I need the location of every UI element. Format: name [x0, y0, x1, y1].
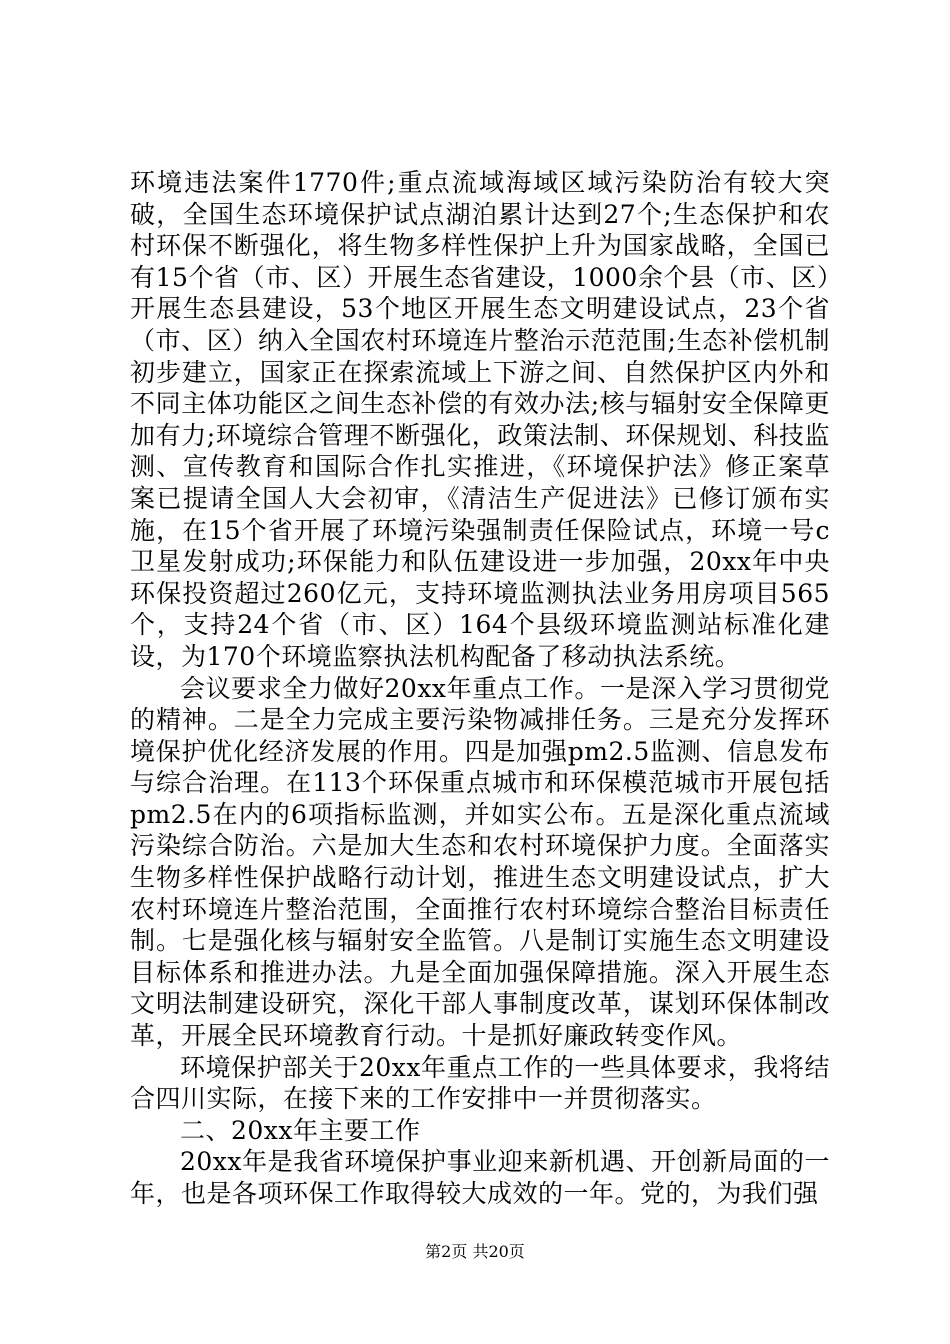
paragraph-main-work: 20xx年是我省环境保护事业迎来新机遇、开创新局面的一年，也是各项环保工作取得较大成效的一年。党的，为我们强: [130, 1147, 830, 1208]
paragraph-implementation: 环境保护部关于20xx年重点工作的一些具体要求，我将结合四川实际，在接下来的工作安排中一并贯彻落实。: [130, 1052, 830, 1114]
paragraph-key-tasks: 会议要求全力做好20xx年重点工作。一是深入学习贯彻党的精神。二是全力完成主要污染物减排任务。三是充分发挥环境保护优化经济发展的作用。四是加强pm2.5监测、信息发布与综合治理。在113个环保重点城市和环保模范城市开展包括pm2.5在内的6项指标监测，并如实公布。五是深化重点流域污染综合防治。六是加大生态和农村环境保护力度。全面落实生物多样性保护战略行动计划，推进生态文明建设试点，扩大农村环境连片整治范围，全面推行农村环境综合整治目标责任制。七是强化核与辐射安全监管。八是制订实施生态文明建设目标体系和推进办法。九是全面加强保障措施。深入开展生态文明法制建设研究，深化干部人事制度改革，谋划环保体制改革，开展全民环境教育行动。十是抓好廉政转变作风。: [130, 673, 830, 1051]
document-body: [130, 167, 830, 1210]
paragraph-achievements: 环境违法案件1770件;重点流域海域区域污染防治有较大突破，全国生态环境保护试点湖泊累计达到27个;生态保护和农村环保不断强化，将生物多样性保护上升为国家战略，全国已有15个省（市、区）开展生态省建设，1000余个县（市、区）开展生态县建设，53个地区开展生态文明建设试点，23个省（市、区）纳入全国农村环境连片整治示范范围;生态补偿机制初步建立，国家正在探索流域上下游之间、自然保护区内外和不同主体功能区之间生态补偿的有效办法;核与辐射安全保障更加有力;环境综合管理不断强化，政策法制、环保规划、科技监测、宣传教育和国际合作扎实推进，《环境保护法》修正案草案已提请全国人大会初审，《清洁生产促进法》已修订颁布实施，在15个省开展了环境污染强制责任保险试点，环境一号c卫星发射成功;环保能力和队伍建设进一步加强，20xx年中央环保投资超过260亿元，支持环境监测执法业务用房项目565个，支持24个省（市、区）164个县级环境监测站标准化建设，为170个环境监察执法机构配备了移动执法系统。: [130, 168, 830, 671]
page-footer: 第2页 共20页: [425, 1242, 525, 1261]
section-heading: 二、20xx年主要工作: [180, 1115, 421, 1145]
